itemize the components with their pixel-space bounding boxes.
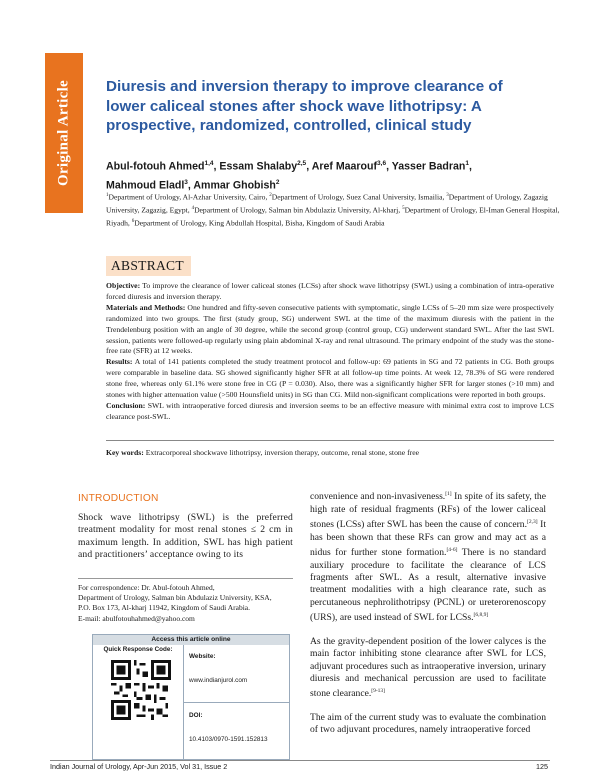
citation-ref[interactable]: [1] xyxy=(445,491,452,497)
p1-text-b: In spite of its safety, the high rate of residual fragments (RFs) of the lower caliceal stones (LCSs) after SWL has been the cause of concern. xyxy=(310,491,546,531)
qr-code-label: Quick Response Code: xyxy=(103,646,173,653)
left-column xyxy=(78,512,293,562)
conclusion-text: SWL with intraoperative forced diuresis and inversion seems to be an effective measure with minimal extra cost to improve LCS clearance post-SWL. xyxy=(106,400,554,421)
methods-text: One hundred and fifty-seven consecutive patients with symptomatic, single LCSs of 5–20 mm size were prospectively randomized into two groups. The first (study group, SG) underwent SWL at the time of the maximum diuresis with the patient in the Trendelenburg position with an angle of 30 degree, while the second group (control group, CG) underwent standard SWL. After the last SWL session, patients were followed-up regularly using plain abdominal X-ray and renal ultrasound. The primary endpoint of the study was the stone-free rate (SFR) at 12 weeks. xyxy=(106,302,554,356)
author-affiliation-ref: 3,6 xyxy=(377,160,387,167)
correspondence-label: For correspondence: Dr. Abul-fotouh Ahmed, xyxy=(78,583,215,592)
citation-ref[interactable]: [6,8,9] xyxy=(473,612,489,619)
conclusion-label: Conclusion: xyxy=(106,400,146,410)
intro-paragraph-2 xyxy=(310,636,546,701)
right-column xyxy=(310,488,546,748)
intro-paragraph-start: Shock wave lithotripsy (SWL) is the preferred treatment modality for most renal stones ≤ 2 cm in maximum length. In addition, SWL has high patient and practitioners’ acceptance owing to its xyxy=(78,512,293,561)
affiliation-text: Department of Urology, King Abdullah Hospital, Bisha, Kingdom of Saudi Arabia xyxy=(134,218,385,228)
correspondence-box xyxy=(78,578,293,624)
affiliation-text: Department of Urology, Al-Azhar University, Cairo, xyxy=(108,192,270,202)
keywords xyxy=(106,447,554,458)
affiliation-text: Department of Urology, Suez Canal University, Ismailia, xyxy=(271,192,447,202)
abstract-conclusion xyxy=(106,401,554,423)
correspondence-line2: P.O. Box 173, Al-kharj 11942, Kingdom of Saudi Arabia. xyxy=(78,603,251,613)
abstract-divider xyxy=(106,440,554,441)
results-text: A total of 141 patients completed the study treatment protocol and follow-up: 69 patients in SG and 72 patients in CG. Both groups were comparable in baseline data. SG showed significantly higher SFR at all follow-up time points. At week 12, 78.3% of SG were rendered stone free, whereas only 61.1% were stone free in CG (P = 0.030). Also, there was a significantly higher SFR for larger stones (>10 mm) and stones with higher attenuation value (>500 Hounsfield units) in SG than CG. Mild non-significant complications were reported in both groups. xyxy=(106,357,554,400)
author-affiliation-ref: 3 xyxy=(184,178,188,186)
author-name: Aref Maarouf xyxy=(311,160,378,173)
objective-text: To improve the clearance of lower caliceal stones (LCSs) after shock wave lithotripsy (SWL) using a combination of intra-operative forced diuresis and inversion therapy. xyxy=(106,281,554,301)
access-title: Access this article online xyxy=(93,635,289,645)
abstract-methods xyxy=(106,303,554,358)
doi-value[interactable]: 10.4103/0970-1591.152813 xyxy=(189,736,268,743)
intro-paragraph-3: The aim of the current study was to evaluate the combination of two adjuvant procedures, namely intraoperative forced xyxy=(310,712,546,736)
objective-label: Objective: xyxy=(106,281,141,290)
author-name: Mahmoud Eladl xyxy=(106,179,185,192)
abstract-heading: ABSTRACT xyxy=(106,256,191,276)
affiliation-number: 4 xyxy=(191,206,195,212)
website-label: Website: xyxy=(189,653,216,660)
access-divider-horizontal xyxy=(183,702,289,703)
affiliation-number: 2 xyxy=(269,193,272,198)
introduction-heading: INTRODUCTION xyxy=(78,493,159,504)
footer-divider xyxy=(50,760,550,761)
author-affiliation-ref: 2,5 xyxy=(297,160,307,167)
affiliation-number: 5 xyxy=(402,206,405,212)
citation-ref[interactable]: [4-6] xyxy=(446,547,458,553)
affiliation-number: 1 xyxy=(106,193,109,198)
affiliation-number: 3 xyxy=(446,193,449,198)
author-affiliation-ref: 1 xyxy=(465,160,470,167)
p1-text-a: convenience and non-invasiveness. xyxy=(310,491,446,503)
citation-ref[interactable]: [2,3] xyxy=(527,519,538,525)
p1-text-c: It has been shown that these RFs can grow and may act as a nidus for further stone formation. xyxy=(310,519,546,559)
keywords-label: Key words: xyxy=(106,448,144,457)
article-type-label: Original Article xyxy=(55,79,72,187)
abstract-body xyxy=(106,281,554,423)
abstract-objective xyxy=(106,281,554,303)
author-name: Yasser Badran xyxy=(391,160,466,173)
author-name: Ammar Ghobish xyxy=(193,179,276,192)
author-name: Essam Shalaby xyxy=(219,160,298,173)
affiliation-text: Department of Urology, Zagazig University, Zagazig, Egypt, xyxy=(106,192,548,215)
journal-citation: Indian Journal of Urology, Apr-Jun 2015, Vol 31, Issue 2 xyxy=(50,762,228,771)
author-affiliation-ref: 1,4 xyxy=(204,160,214,167)
intro-paragraph-1 xyxy=(310,488,546,625)
affiliation-text: Department of Urology, El-Iman General Hospital, Riyadh, xyxy=(106,205,560,228)
correspondence-line1: Department of Urology, Salman bin Abdulaziz University, KSA, xyxy=(78,593,272,603)
results-label: Results: xyxy=(106,357,133,367)
p2-text: As the gravity-dependent position of the lower calyces is the main factor inhibiting stone clearance after SWL for LCS, adjuvant procedures such as intraoperative inversion, urinary diuresis and mechanical percussion are used to facilitate stone clearance. xyxy=(310,635,546,700)
qr-code-icon[interactable] xyxy=(111,660,171,720)
abstract-results xyxy=(106,357,554,401)
citation-ref[interactable]: [9-13] xyxy=(371,688,386,695)
article-title: Diuresis and inversion therapy to improve clearance of lower caliceal stones after shock wave lithotripsy: A prospective, randomized, controlled, clinical study xyxy=(106,78,503,134)
article-type-tab xyxy=(45,53,83,213)
correspondence-email[interactable]: E-mail: abulfotouhahmed@yahoo.com xyxy=(78,613,195,623)
p1-text-d: There is no standard auxiliary procedure to facilitate the clearance of LCS fragments after SWL. As a result, alternative invasive treatment modalities with a high clearance rate, such as percutaneous nephrolithotripsy (PCNL) or ureterorenoscopy (URS), are used instead of SWL for LCSs. xyxy=(310,547,546,624)
doi-label: DOI: xyxy=(189,712,203,719)
author-list: Abul-fotouh Ahmed$^{1,4}$, Essam Shalaby$^{2,5}$, Aref Maarouf$^{3,6}$, Yasser Badran$^1$, Mahmoud Eladl$^3$, Ammar Ghobish$^2$ xyxy=(106,160,472,192)
affiliation-text: Department of Urology, Salman bin Abdulaziz University, Al-kharj, xyxy=(194,205,403,215)
page-number: 125 xyxy=(536,762,548,771)
affiliation-number: 6 xyxy=(131,219,135,225)
author-affiliation-ref: 2 xyxy=(275,178,280,186)
access-online-box xyxy=(92,634,290,760)
website-link[interactable]: www.indianjurol.com xyxy=(189,677,248,684)
affiliations xyxy=(106,190,566,229)
author-name: Abul-fotouh Ahmed xyxy=(106,160,205,173)
methods-label: Materials and Methods: xyxy=(106,302,186,312)
keywords-text: Extracorporeal shockwave lithotripsy, inversion therapy, outcome, renal stone, stone free xyxy=(143,448,420,457)
